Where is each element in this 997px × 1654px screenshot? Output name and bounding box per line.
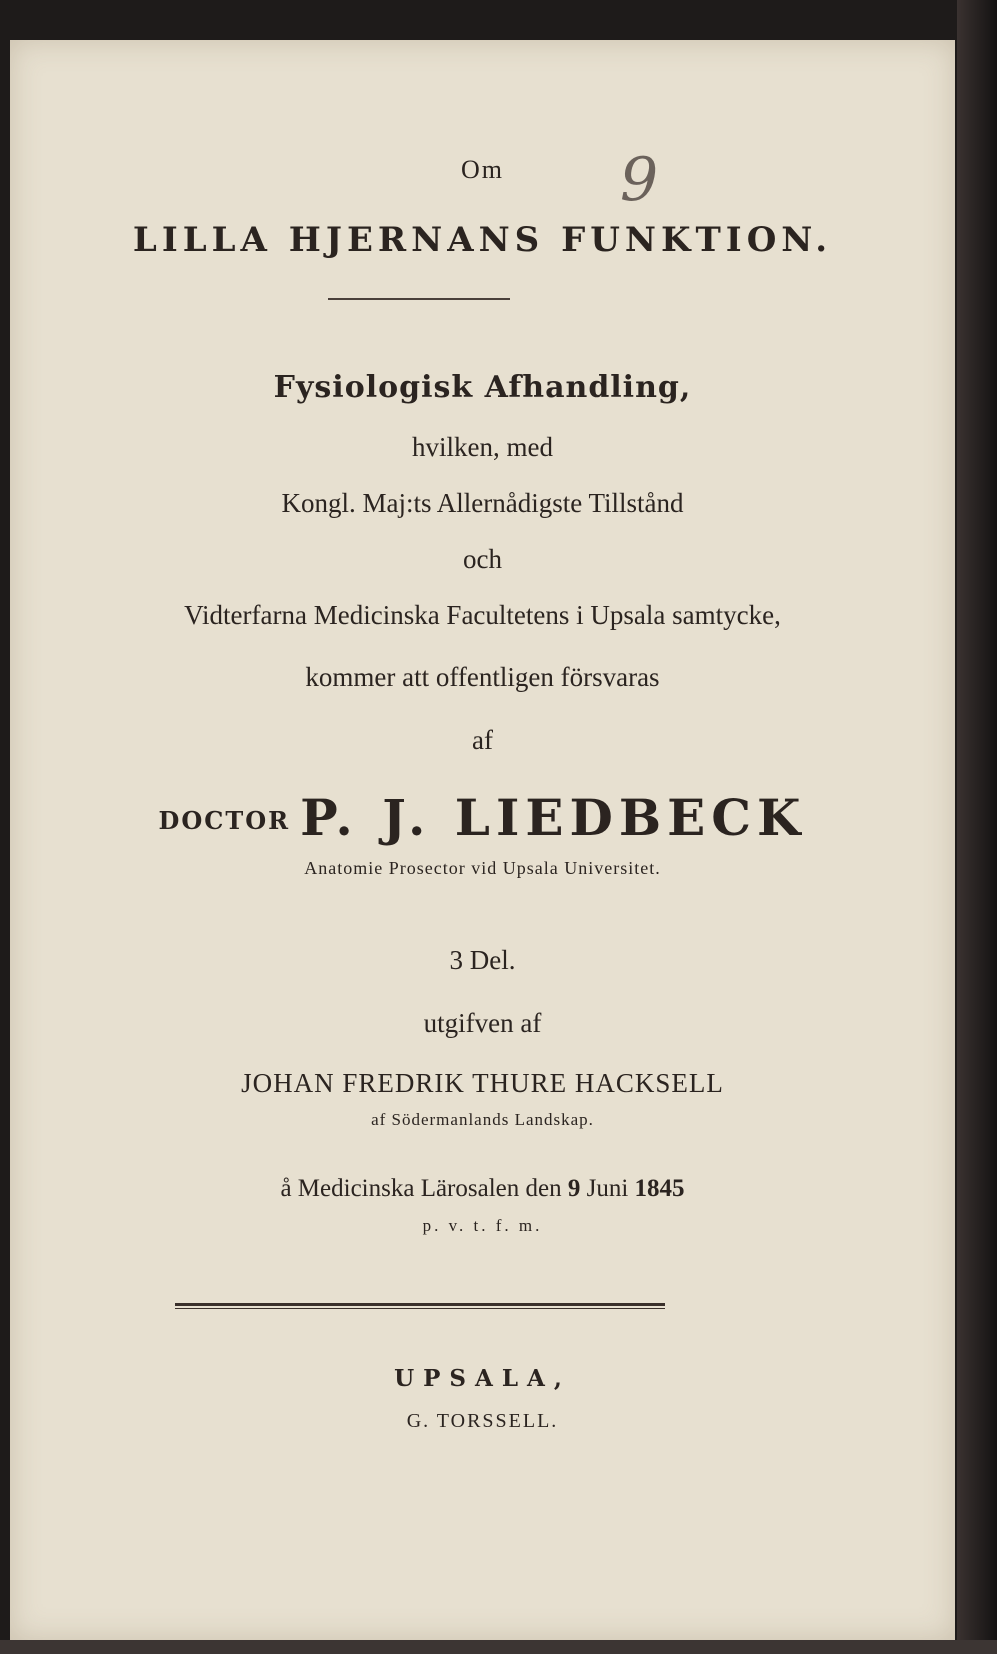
time-abbreviation: p. v. t. f. m.: [422, 1216, 543, 1235]
book-edge: [957, 0, 997, 1654]
body-line-5: kommer att offentligen försvaras: [305, 662, 660, 692]
date-month: Juni: [586, 1175, 629, 1202]
author-prefix: DOCTOR: [158, 806, 291, 835]
date-year: 1845: [634, 1175, 685, 1202]
author-name: P. J. LIEDBECK: [300, 788, 807, 847]
imprint-city: UPSALA,: [394, 1365, 571, 1392]
defense-date: [10, 1175, 955, 1203]
subtitle: Fysiologisk Afhandling,: [273, 370, 692, 405]
body-line-2: Kongl. Maj:ts Allernådigste Tillstånd: [281, 488, 684, 518]
body-line-3: och: [463, 544, 502, 574]
title-page: [10, 40, 955, 1640]
intro-word: Om: [461, 155, 504, 184]
divider-double: [175, 1303, 665, 1309]
date-day: 9: [567, 1175, 581, 1202]
author-position: Anatomie Prosector vid Upsala Universitet.: [304, 858, 661, 878]
part-number: 3 Del.: [449, 945, 516, 975]
page-title: LILLA HJERNANS FUNKTION.: [132, 220, 833, 260]
body-line-4: Vidterfarna Medicinska Facultetens i Upsala samtycke,: [184, 600, 781, 630]
author-line: [10, 788, 955, 847]
imprint-printer: G. TORSSELL.: [406, 1410, 559, 1432]
respondent-province: af Södermanlands Landskap.: [371, 1110, 594, 1129]
body-line-1: hvilken, med: [412, 432, 553, 462]
divider-short: [328, 298, 510, 300]
date-prefix: å Medicinska Lärosalen den: [280, 1175, 562, 1202]
edited-by: utgifven af: [423, 1008, 542, 1038]
body-line-6: af: [472, 725, 493, 755]
handwritten-number: 9: [620, 145, 659, 215]
respondent-name: JOHAN FREDRIK THURE HACKSELL: [241, 1068, 724, 1098]
scan-bottom-edge: [0, 1640, 997, 1654]
